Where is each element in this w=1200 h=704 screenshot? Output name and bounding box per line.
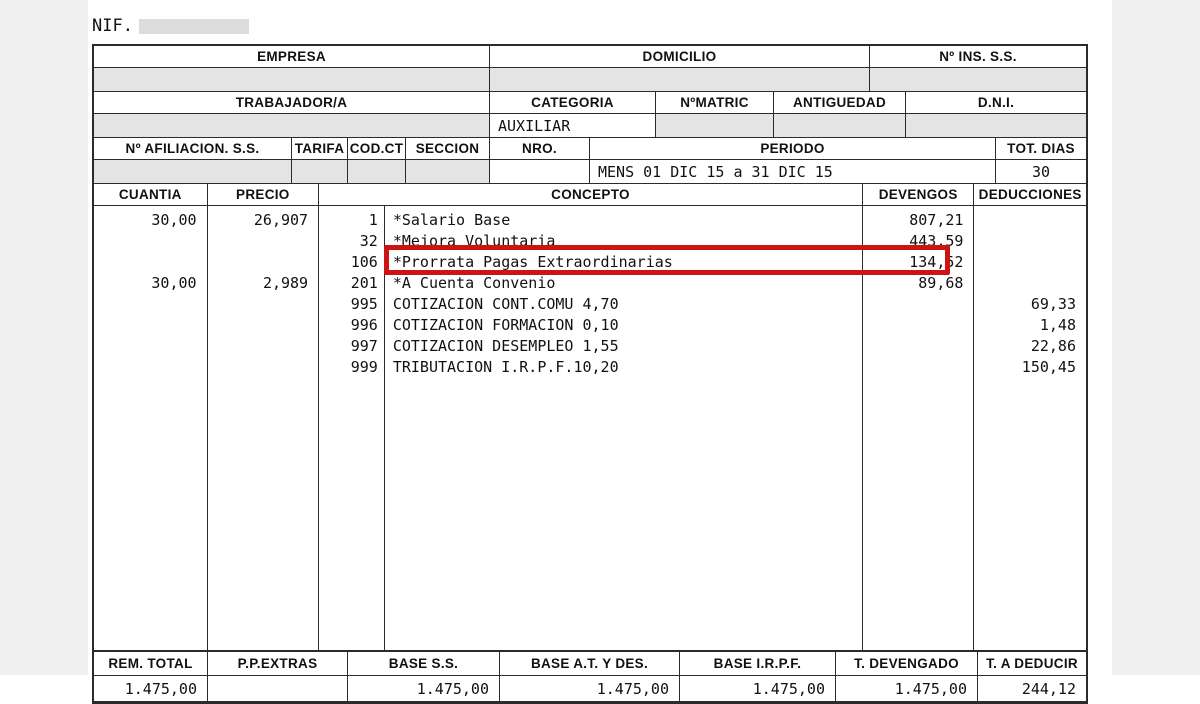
codct-value (348, 160, 406, 184)
concepto-column (385, 206, 863, 650)
precio-cell (208, 252, 319, 273)
precio-cell (208, 294, 319, 315)
concepto-cell: *Salario Base (392, 211, 511, 229)
cuantia-cell (94, 231, 207, 252)
concepto-cell: *Mejora Voluntaria (392, 232, 556, 250)
devengos-cell (863, 336, 974, 357)
trabajador-value (94, 114, 490, 138)
devengos-header: DEVENGOS (863, 184, 975, 206)
nro-value (490, 160, 590, 184)
tarifa-header: TARIFA (292, 138, 348, 160)
concepto-cell: COTIZACION CONT.COMU 4,70 (392, 295, 619, 313)
t-a-deducir-value: 244,12 (978, 676, 1086, 702)
rem-total-value: 1.475,00 (94, 676, 208, 702)
deducciones-header: DEDUCCIONES (974, 184, 1086, 206)
precio-cell (208, 357, 319, 378)
base-ss-value: 1.475,00 (348, 676, 500, 702)
header-row-3 (94, 138, 1086, 160)
empresa-value (94, 68, 490, 92)
afiliacion-value (94, 160, 292, 184)
nif-label: NIF. (92, 16, 133, 36)
periodo-value: MENS 01 DIC 15 a 31 DIC 15 (590, 160, 996, 184)
devengos-cell (863, 357, 974, 378)
devengos-cell (863, 294, 974, 315)
code-cell: 999 (350, 358, 378, 376)
t-devengado-value: 1.475,00 (836, 676, 978, 702)
pp-extras-header: P.P.EXTRAS (208, 652, 348, 676)
nif-redacted-value (139, 19, 249, 34)
pp-extras-value (208, 676, 348, 702)
precio-cell (208, 336, 319, 357)
code-cell: 996 (350, 316, 378, 334)
base-at-value: 1.475,00 (500, 676, 680, 702)
concepto-cell: *A Cuenta Convenio (392, 274, 556, 292)
empresa-header: EMPRESA (94, 46, 490, 68)
cuantia-cell (94, 252, 207, 273)
categoria-header: CATEGORIA (490, 92, 656, 114)
code-cell: 1 (368, 211, 378, 229)
cuantia-cell (94, 336, 207, 357)
periodo-header: PERIODO (590, 138, 996, 160)
devengos-column (863, 206, 975, 650)
deducciones-cell: 1,48 (1039, 316, 1076, 334)
concept-body (94, 206, 1086, 652)
deducciones-cell (974, 273, 1086, 294)
base-at-header: BASE A.T. Y DES. (500, 652, 680, 676)
cuantia-cell (94, 315, 207, 336)
precio-header: PRECIO (208, 184, 320, 206)
cuantia-cell (94, 357, 207, 378)
devengos-cell: 134,52 (909, 253, 964, 271)
devengos-cell: 89,68 (918, 274, 964, 292)
code-cell: 106 (350, 253, 378, 271)
seccion-header: SECCION (406, 138, 490, 160)
header-row-2 (94, 92, 1086, 114)
precio-column (208, 206, 320, 650)
deducciones-cell: 22,86 (1030, 337, 1076, 355)
base-irpf-header: BASE I.R.P.F. (680, 652, 836, 676)
num-inss-header: Nº INS. S.S. (870, 46, 1086, 68)
deducciones-cell (974, 231, 1086, 252)
left-margin-band (0, 0, 88, 675)
deducciones-cell: 69,33 (1030, 295, 1076, 313)
nro-header: NRO. (490, 138, 590, 160)
right-margin-band (1112, 0, 1200, 675)
concepto-cell: *Prorrata Pagas Extraordinarias (392, 253, 673, 271)
tot-dias-header: TOT. DIAS (996, 138, 1086, 160)
cuantia-cell (94, 294, 207, 315)
precio-cell: 2,989 (262, 274, 309, 292)
totals-values-row (94, 676, 1086, 704)
domicilio-value (490, 68, 870, 92)
antiguedad-value (774, 114, 906, 138)
codct-header: COD.CT (348, 138, 406, 160)
afiliacion-header: Nº AFILIACION. S.S. (94, 138, 292, 160)
header-row-2-values (94, 114, 1086, 138)
cuantia-cell: 30,00 (151, 211, 197, 229)
matric-header: NºMATRIC (656, 92, 774, 114)
concepto-cell: COTIZACION DESEMPLEO 1,55 (392, 337, 619, 355)
categoria-value: AUXILIAR (490, 114, 656, 138)
code-column (319, 206, 385, 650)
header-row-3-values (94, 160, 1086, 184)
cuantia-cell: 30,00 (151, 274, 197, 292)
code-cell: 997 (350, 337, 378, 355)
payslip-table (92, 44, 1088, 704)
precio-cell (208, 231, 319, 252)
deducciones-cell: 150,45 (1021, 358, 1076, 376)
tot-dias-value: 30 (996, 160, 1086, 184)
tarifa-value (292, 160, 348, 184)
dni-value (906, 114, 1086, 138)
t-a-deducir-header: T. A DEDUCIR (978, 652, 1086, 676)
concepto-cell: COTIZACION FORMACION 0,10 (392, 316, 619, 334)
concepto-header: CONCEPTO (319, 184, 863, 206)
nif-line (92, 16, 249, 36)
totals-header-row (94, 652, 1086, 676)
devengos-cell: 443,59 (909, 232, 964, 250)
base-irpf-value: 1.475,00 (680, 676, 836, 702)
domicilio-header: DOMICILIO (490, 46, 870, 68)
code-cell: 995 (350, 295, 378, 313)
code-cell: 201 (350, 274, 378, 292)
deducciones-cell (974, 210, 1086, 231)
concept-header-row (94, 184, 1086, 206)
t-devengado-header: T. DEVENGADO (836, 652, 978, 676)
antiguedad-header: ANTIGUEDAD (774, 92, 906, 114)
devengos-cell: 807,21 (909, 211, 964, 229)
matric-value (656, 114, 774, 138)
deducciones-cell (974, 252, 1086, 273)
deducciones-column (974, 206, 1086, 650)
devengos-cell (863, 315, 974, 336)
base-ss-header: BASE S.S. (348, 652, 500, 676)
cuantia-header: CUANTIA (94, 184, 208, 206)
cuantia-column (94, 206, 208, 650)
seccion-value (406, 160, 490, 184)
precio-cell (208, 315, 319, 336)
concepto-cell: TRIBUTACION I.R.P.F.10,20 (392, 358, 619, 376)
rem-total-header: REM. TOTAL (94, 652, 208, 676)
trabajador-header: TRABAJADOR/A (94, 92, 490, 114)
header-row-1-values (94, 68, 1086, 92)
header-row-1 (94, 46, 1086, 68)
precio-cell: 26,907 (253, 211, 309, 229)
dni-header: D.N.I. (906, 92, 1086, 114)
num-inss-value (870, 68, 1086, 92)
code-cell: 32 (359, 232, 378, 250)
